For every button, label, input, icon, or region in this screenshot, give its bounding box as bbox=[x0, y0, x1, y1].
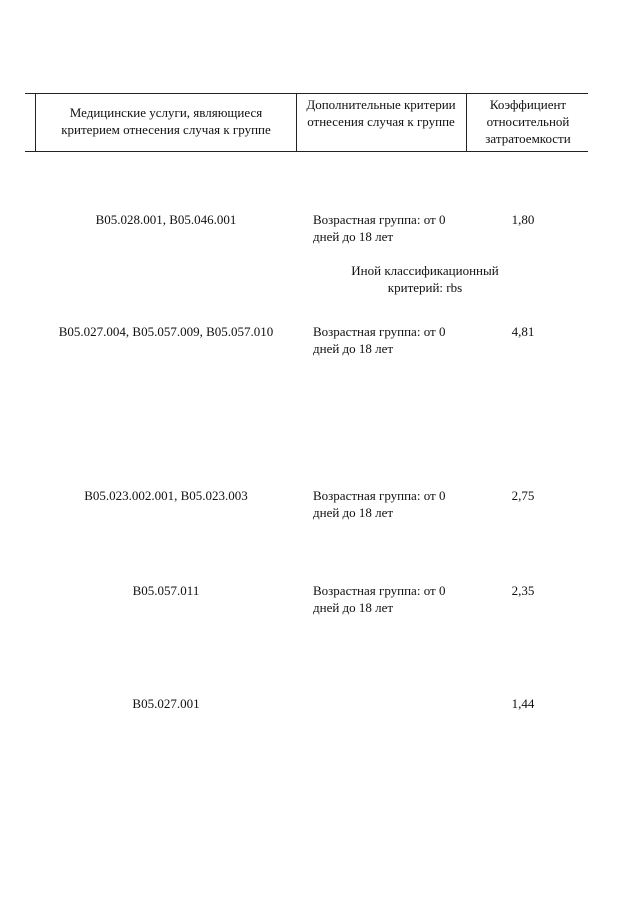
header-criteria: Дополнительные критерии отнесения случая к группе bbox=[306, 97, 456, 129]
row-2-coefficient: 4,81 bbox=[511, 324, 535, 339]
row-1-coefficient: 1,80 bbox=[511, 212, 535, 227]
header-services: Медицинские услуги, являющиеся критерием отнесения случая к группе bbox=[61, 105, 271, 137]
column-divider-left bbox=[35, 93, 36, 151]
row-4-services: B05.057.011 bbox=[132, 583, 200, 598]
row-5-services: B05.027.001 bbox=[132, 696, 200, 711]
table-header-bottom-rule bbox=[25, 151, 588, 152]
header-coefficient: Коэффициент относительной затратоемкости bbox=[485, 97, 571, 146]
row-1-criteria: Возрастная группа: от 0 дней до 18 лет bbox=[313, 212, 446, 244]
row-2-services: B05.027.004, B05.057.009, B05.057.010 bbox=[58, 324, 274, 339]
row-4-coefficient: 2,35 bbox=[511, 583, 535, 598]
row-1-services: B05.028.001, B05.046.001 bbox=[95, 212, 237, 227]
table-top-rule bbox=[25, 93, 588, 94]
row-3-criteria: Возрастная группа: от 0 дней до 18 лет bbox=[313, 488, 446, 520]
row-4-criteria: Возрастная группа: от 0 дней до 18 лет bbox=[313, 583, 446, 615]
column-divider-services-criteria bbox=[296, 93, 297, 151]
row-2-extra-criteria: Иной классификационный критерий: rbs bbox=[351, 263, 499, 295]
row-3-services: B05.023.002.001, B05.023.003 bbox=[84, 488, 248, 503]
row-3-coefficient: 2,75 bbox=[511, 488, 535, 503]
row-2-criteria: Возрастная группа: от 0 дней до 18 лет bbox=[313, 324, 446, 356]
column-divider-criteria-coefficient bbox=[466, 93, 467, 151]
row-5-coefficient: 1,44 bbox=[511, 696, 535, 711]
